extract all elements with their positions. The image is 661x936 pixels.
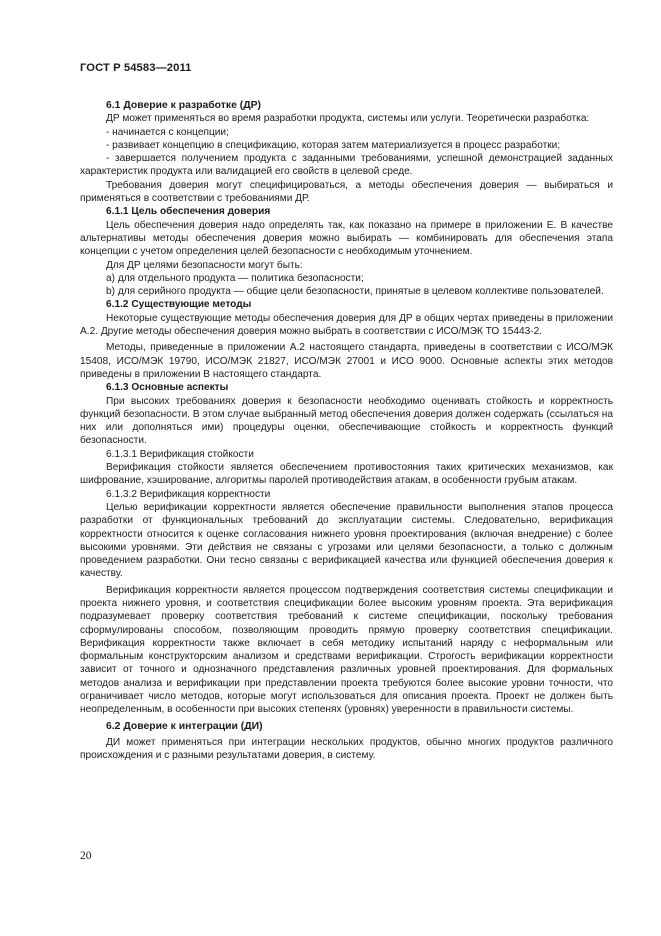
paragraph: ДР может применяться во время разработки продукта, системы или услуги. Теоретически разработка: (106, 113, 590, 125)
subsection-heading: 6.1.1 Цель обеспечения доверия (106, 206, 271, 218)
paragraph: Верификация стойкости является обеспечением противостояния таких критических механизмов, как шифрование, хэширование, алгоритмы паролей противодействия атакам, в особенности грубым атакам. (80, 462, 613, 487)
page-number: 20 (80, 850, 92, 862)
paragraph: Для ДР целями безопасности могут быть: (106, 259, 303, 271)
paragraph: ДИ может применяться при интеграции нескольких продуктов, обычно многих продуктов различного происхождения и с разными результатами доверия, в систему. (80, 736, 613, 762)
paragraph: Требования доверия могут специфицироваться, а методы обеспечения доверия — выбираться и применяться в соответствии с требованиями ДР. (80, 179, 613, 205)
document-header: ГОСТ Р 54583—2011 (80, 62, 192, 74)
list-item: - завершается получением продукта с заданными требованиями, успешной демонстрацией заданных характеристик продукта или валидацией его свойств в целевой среде. (80, 153, 613, 178)
paragraph: Верификация корректности является процессом подтверждения соответствия системы спецификации и проекта нижнего уровня, и соответствия спецификации более высоким уровням проекта. Эта верификация подразумевает проверку соответствия требований к системе спецификации, поскольку требования сформулированы способом, позволяющим проводить прямую проверку соответствия спецификации. Верификация корректности также включает в себя методику испытаний наряду с неформальным или формальным конструкторским анализом и средствами верификации. Строгость верификации корректности зависит от точного и однозначного представления различных уровней проектирования. Для формальных методов анализа и верификации при представлении проекта требуются более высокие уровни точности, что ограничивает число методов, которые могут использоваться для описания проекта. Проект не должен быть неопределенным, в особенности при высоких степенях (уровнях) уверенности в правильности системы. (80, 584, 613, 716)
subsubsection-heading: 6.1.3.2 Верификация корректности (106, 488, 271, 500)
paragraph: Цель обеспечения доверия надо определять так, как показано на примере в приложении Е. В качестве альтернативы методы обеспечения доверия можно выбирать — комбинировать для обеспечения этапа концепции с учетом определения целей безопасности с необходимым уточнением. (80, 219, 613, 258)
list-item: - развивает концепцию в спецификацию, которая затем материализуется в процесс разработки; (106, 139, 561, 151)
subsection-heading: 6.1.2 Существующие методы (106, 299, 252, 311)
paragraph: Некоторые существующие методы обеспечения доверия для ДР в общих чертах приведены в приложении А.2. Другие методы обеспечения доверия можно выбрать в соответствии с ИСО/МЭК ТО 15443-2. (80, 312, 613, 338)
subsubsection-heading: 6.1.3.1 Верификация стойкости (106, 448, 254, 460)
paragraph: При высоких требованиях доверия к безопасности необходимо оценивать стойкость и корректность функций безопасности. В этом случае выбранный метод обеспечения доверия должен содержать (ссылаться на них или дополняться ими) процедуры оценки, обеспечивающие стойкость и корректность функций безопасности. (80, 395, 613, 447)
list-item: b) для серийного продукта — общие цели безопасности, принятые в целевом коллективе пользователей. (106, 286, 604, 298)
document-body (80, 99, 613, 763)
list-item: - начинается с концепции; (106, 126, 229, 138)
section-heading: 6.2 Доверие к интеграции (ДИ) (106, 720, 263, 732)
paragraph: Методы, приведенные в приложении А.2 настоящего стандарта, приведены в соответствии с ИСО/МЭК 15408, ИСО/МЭК 19790, ИСО/МЭК 21827, ИСО/МЭК 27001 и ИСО 9000. Основные аспекты этих методов приведены в приложении В настоящего стандарта. (80, 342, 613, 380)
subsection-heading: 6.1.3 Основные аспекты (106, 382, 229, 394)
paragraph: Целью верификации корректности является обеспечение правильности выполнения этапов процесса разработки от функциональных требований до эксплуатации системы. Следовательно, верификация корректности относится к оценке согласования нижнего уровня проектирования (включая внедрение) с более высокими уровнями. Эти действия не связаны с угрозами или целями безопасности, а только с должным проведением разработки. Они тесно связаны с верификацией качества или функцией обеспечения доверия к качеству. (80, 501, 613, 580)
section-heading: 6.1 Доверие к разработке (ДР) (106, 100, 261, 111)
list-item: a) для отдельного продукта — политика безопасности; (106, 272, 364, 284)
